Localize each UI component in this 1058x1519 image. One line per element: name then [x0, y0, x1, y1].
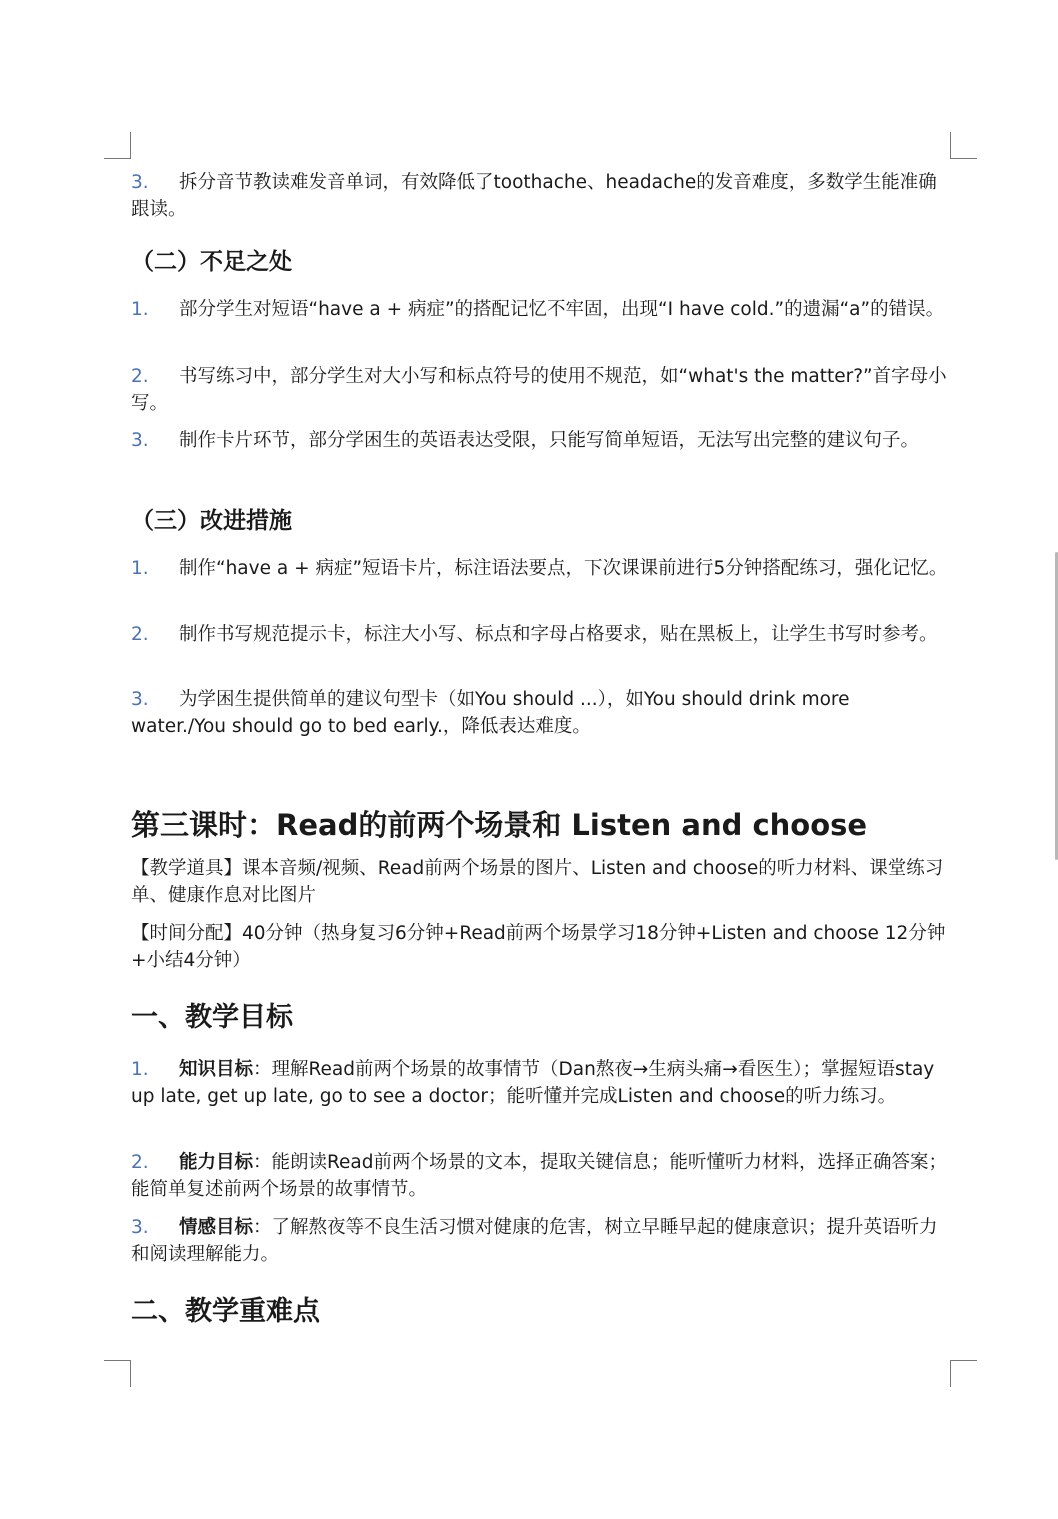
list-item: [131, 686, 949, 740]
list-number: 2.: [131, 624, 149, 645]
time-allocation: 【时间分配】40分钟（热身复习6分钟+Read前两个场景学习18分钟+Listen and choose 12分钟+小结4分钟）: [131, 923, 946, 971]
goal-label: 情感目标: [179, 1217, 254, 1238]
list-text: 书写练习中，部分学生对大小写和标点符号的使用不规范，如“what's the matter?”首字母小写。: [131, 366, 947, 414]
goal-text: ：能朗读Read前两个场景的文本，提取关键信息；能听懂听力材料，选择正确答案；能简单复述前两个场景的故事情节。: [131, 1152, 948, 1200]
list-item: [131, 427, 949, 454]
teaching-materials: 【教学道具】课本音频/视频、Read前两个场景的图片、Listen and choose的听力材料、课堂练习单、健康作息对比图片: [131, 858, 944, 906]
list-number: 2.: [131, 366, 149, 387]
list-item: [131, 296, 949, 323]
list-number: 1.: [131, 299, 149, 320]
list-number: 1.: [131, 1059, 149, 1080]
goal-item: [131, 1214, 949, 1268]
list-item: [131, 555, 949, 582]
list-text: 制作书写规范提示卡，标注大小写、标点和字母占格要求，贴在黑板上，让学生书写时参考。: [179, 624, 938, 645]
list-number: 3.: [131, 1217, 149, 1238]
lesson-title: 第三课时：Read的前两个场景和 Listen and choose: [131, 808, 868, 842]
goal-label: 知识目标: [179, 1059, 254, 1080]
list-text: 制作卡片环节，部分学困生的英语表达受限，只能写简单短语，无法写出完整的建议句子。: [179, 430, 920, 451]
list-item: [131, 621, 949, 648]
difficulties-heading: 二、教学重难点: [131, 1296, 320, 1327]
list-number: 3.: [131, 689, 149, 710]
goal-label: 能力目标: [179, 1152, 254, 1173]
crop-mark-top-left: [104, 132, 131, 159]
list-number: 3.: [131, 430, 149, 451]
list-number: 2.: [131, 1152, 149, 1173]
list-number: 1.: [131, 558, 149, 579]
section-heading: （二）不足之处: [131, 249, 292, 275]
list-text: 拆分音节教读难发音单词，有效降低了toothache、headache的发音难度，多数学生能准确跟读。: [131, 172, 937, 220]
goal-item: [131, 1149, 949, 1203]
crop-mark-bottom-right: [950, 1360, 977, 1387]
section-heading: （三）改进措施: [131, 508, 292, 534]
list-number: 3.: [131, 172, 149, 193]
crop-mark-top-right: [950, 132, 977, 159]
list-item: [131, 363, 949, 417]
list-text: 部分学生对短语“have a + 病症”的搭配记忆不牢固，出现“I have cold.”的遗漏“a”的错误。: [179, 299, 945, 320]
goal-text: ：了解熬夜等不良生活习惯对健康的危害，树立早睡早起的健康意识；提升英语听力和阅读理解能力。: [131, 1217, 938, 1265]
goals-heading: 一、教学目标: [131, 1002, 293, 1033]
goal-text: ：理解Read前两个场景的故事情节（Dan熬夜→生病头痛→看医生）；掌握短语stay up late, get up late, go to see a doctor；能听懂并完成Listen and choose的听力练习。: [131, 1059, 935, 1107]
goal-item: [131, 1056, 949, 1110]
crop-mark-bottom-left: [104, 1360, 131, 1387]
list-text: 制作“have a + 病症”短语卡片，标注语法要点，下次课课前进行5分钟搭配练习，强化记忆。: [179, 558, 948, 579]
list-item: [131, 169, 949, 223]
list-text: 为学困生提供简单的建议句型卡（如You should ...），如You should drink more water./You should go to bed early.，降低表达难度。: [131, 689, 850, 737]
